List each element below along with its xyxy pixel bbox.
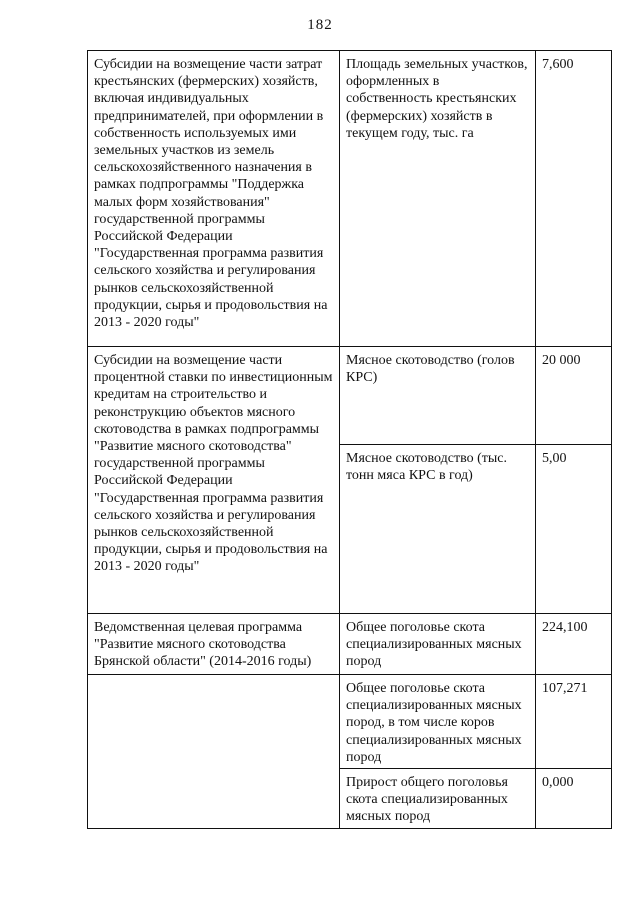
indicator-cell: Прирост общего поголовья скота специализированных мясных пород <box>340 769 536 829</box>
program-cell: Ведомственная целевая программа "Развитие мясного скотоводства Брянской области" (2014-2016 годы) <box>88 614 340 675</box>
indicator-cell: Мясное скотоводство (голов КРС) <box>340 347 536 445</box>
program-cell-empty <box>88 675 340 829</box>
indicator-cell: Мясное скотоводство (тыс. тонн мяса КРС в год) <box>340 445 536 614</box>
table-row <box>88 347 612 445</box>
value-cell: 107,271 <box>536 675 612 769</box>
value-cell: 7,600 <box>536 51 612 347</box>
table-row <box>88 51 612 347</box>
program-cell: Субсидии на возмещение части затрат крестьянских (фермерских) хозяйств, включая индивидуальных предпринимателей, при оформлении в собственность используемых ими земельных участков из земель сельскохозяйственного назначения в рамках подпрограммы "Поддержка малых форм хозяйствования" государственной программы Российской Федерации "Государственная программа развития сельского хозяйства и регулирования рынков сельскохозяйственной продукции, сырья и продовольствия на 2013 - 2020 годы" <box>88 51 340 347</box>
program-indicators-table <box>87 50 612 829</box>
value-cell: 20 000 <box>536 347 612 445</box>
value-cell: 224,100 <box>536 614 612 675</box>
value-cell: 0,000 <box>536 769 612 829</box>
value-cell: 5,00 <box>536 445 612 614</box>
indicator-cell: Площадь земельных участков, оформленных в собственность крестьянских (фермерских) хозяйств в текущем году, тыс. га <box>340 51 536 347</box>
indicator-cell: Общее поголовье скота специализированных мясных пород <box>340 614 536 675</box>
table-row <box>88 675 612 769</box>
page-number: 182 <box>307 17 333 33</box>
table-row <box>88 614 612 675</box>
program-cell: Субсидии на возмещение части процентной ставки по инвестиционным кредитам на строительство и реконструкцию объектов мясного скотоводства в рамках подпрограммы "Развитие мясного скотоводства" государственной программы Российской Федерации "Государственная программа развития сельского хозяйства и регулирования рынков сельскохозяйственной продукции, сырья и продовольствия на 2013 - 2020 годы" <box>88 347 340 614</box>
indicator-cell: Общее поголовье скота специализированных мясных пород, в том числе коров специализированных мясных пород <box>340 675 536 769</box>
